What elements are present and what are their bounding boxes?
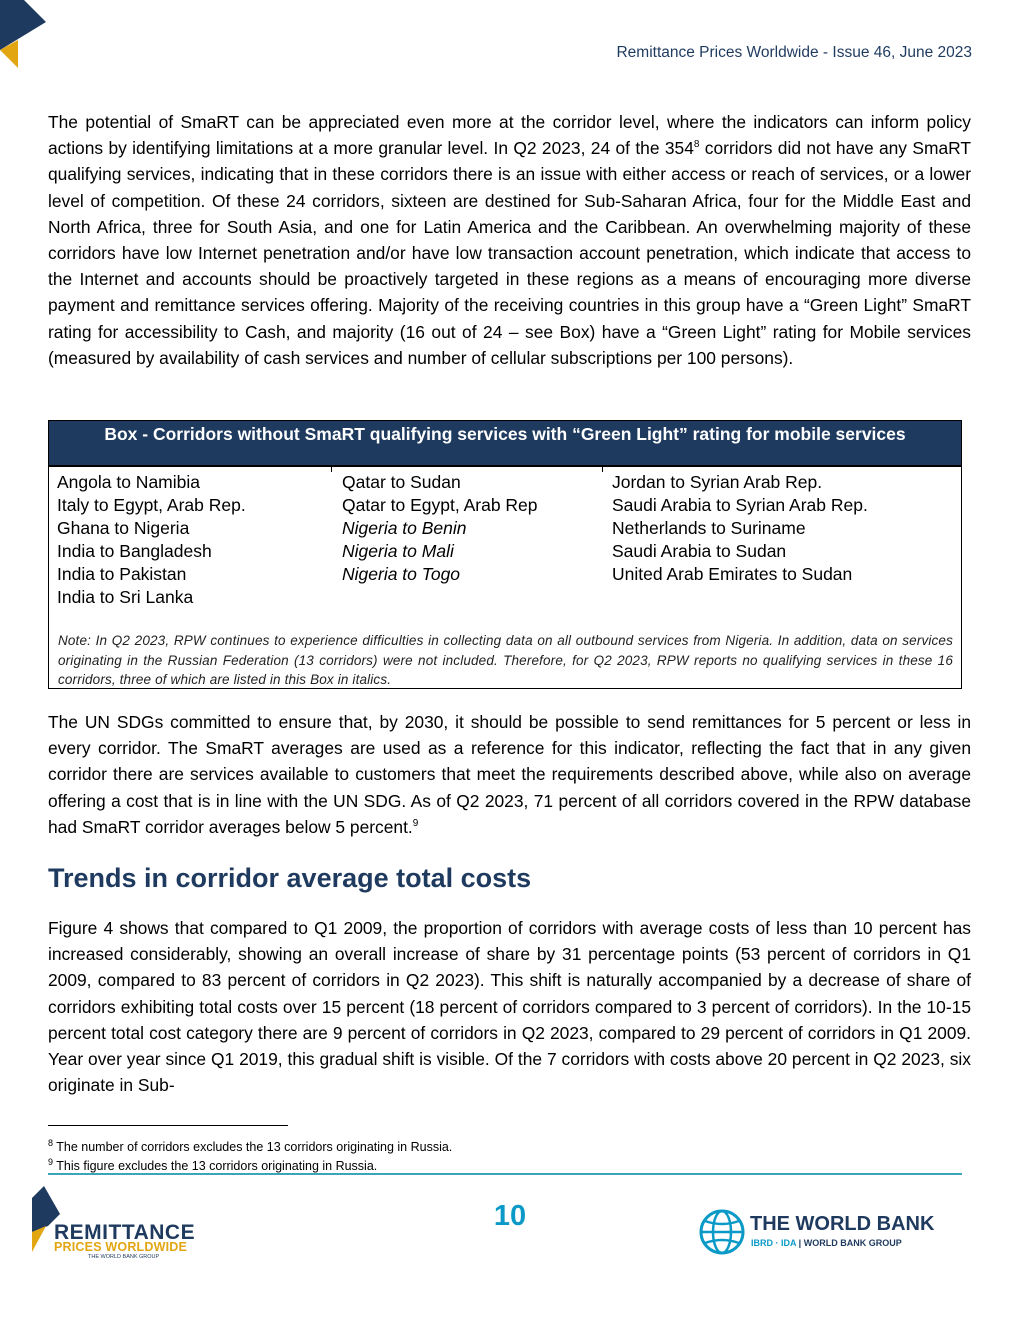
running-header: Remittance Prices Worldwide - Issue 46, June 2023: [616, 44, 972, 61]
paragraph-trends: Figure 4 shows that compared to Q1 2009, the proportion of corridors with average costs of less than 10 percent has increased considerably, showing an overall increase of share by 31 percentage points (53 percent of corridors in Q1 2009, compared to 83 percent of corridors in Q2 2023). This shift is naturally accompanied by a decrease of share of corridors exhibiting total costs over 15 percent (18 percent of corridors compared to 3 percent of corridors). In the 10-15 percent total cost category there are 9 percent of corridors in Q2 2023, compared to 29 percent of corridors in Q1 2009. Year over year since Q1 2019, this gradual shift is visible. Of the 7 corridors with costs above 20 percent in Q2 2023, six originate in Sub-: [48, 918, 971, 1096]
corridor-item-italic: Nigeria to Togo: [342, 564, 461, 584]
corridor-item: Angola to Namibia: [57, 472, 200, 492]
corridor-item: Saudi Arabia to Sudan: [612, 541, 787, 561]
corridor-item-italic: Nigeria to Mali: [342, 541, 454, 561]
globe-icon: [698, 1208, 746, 1256]
corridor-item: United Arab Emirates to Sudan: [612, 564, 853, 584]
footnote-8: $^8$ The number of corridors excludes the 13 corridors originating in Russia.: [48, 1138, 453, 1155]
corridor-item: Saudi Arabia to Syrian Arab Rep.: [612, 495, 868, 515]
corridor-item: Qatar to Sudan: [342, 472, 461, 492]
box-note: Note: In Q2 2023, RPW continues to experience difficulties in collecting data on all outbound services from Nigeria. In addition, data on services originating in the Russian Federation (13 corridors) were not included. Therefore, for Q2 2023, RPW reports no qualifying services in these 16 corridors, three of which are listed in this Box in italics.: [58, 633, 953, 687]
corridor-item: Jordan to Syrian Arab Rep.: [612, 472, 823, 492]
rpw-logo-subtext: PRICES WORLDWIDE: [54, 1240, 188, 1254]
world-bank-logo: [698, 1206, 948, 1262]
footer-divider: [48, 1173, 962, 1175]
paragraph-un-sdg: The UN SDGs committed to ensure that, by 2030, it should be possible to send remittances for 5 percent or less in every corridor. The SmaRT averages are used as a reference for this indicator, reflecting the fact that in any given corridor there are services available to customers that meet the requirements described above, while also on average offering a cost that is in line with the UN SDG. As of Q2 2023, 71 percent of all corridors covered in the RPW database had SmaRT corridor averages below 5 percent.$^9$: [48, 712, 971, 837]
corridor-item: India to Pakistan: [57, 564, 187, 584]
footnote-divider: [48, 1125, 288, 1126]
corridor-item: India to Bangladesh: [57, 541, 212, 561]
corridor-item: Qatar to Egypt, Arab Rep: [342, 495, 538, 515]
box-column-3: [603, 471, 868, 586]
footnote-9: $^9$ This figure excludes the 13 corridors originating in Russia.: [48, 1157, 378, 1174]
corner-decoration: [0, 0, 50, 72]
corridor-item: Netherlands to Suriname: [612, 518, 806, 538]
rpw-logo-tagline: THE WORLD BANK GROUP: [88, 1254, 160, 1260]
footnote-ref-8[interactable]: 8: [693, 139, 700, 151]
box-column-divider: [331, 467, 332, 472]
corridor-item: Italy to Egypt, Arab Rep.: [57, 495, 246, 515]
corridor-item-italic: Nigeria to Benin: [342, 518, 467, 538]
box-column-2: [342, 471, 538, 586]
paragraph-smart-corridors: The potential of SmaRT can be appreciated even more at the corridor level, where the indicators can inform policy actions by identifying limitations at a more granular level. In Q2 2023, 24 of the $354^8$ corridors did not have any SmaRT qualifying services, indicating that in these corridors there is an issue with either access or reach of services, or a lower level of competition. Of these 24 corridors, sixteen are destined for Sub-Saharan Africa, four for the Middle East and North Africa, three for South Asia, and one for Latin America and the Caribbean. An overwhelming majority of these corridors have low Internet penetration and/or have low transaction account penetration, which indicate that access to the Internet and accounts should be proactively targeted in these regions as a means of encouraging more diverse payment and remittance services offering. Majority of the receiving countries in this group have a “Green Light” SmaRT rating for accessibility to Cash, and majority (16 out of 24 – see Box) have a “Green Light” rating for Mobile services (measured by availability of cash services and number of cellular subscriptions per 100 persons).: [48, 112, 971, 368]
world-bank-title: THE WORLD BANK: [750, 1213, 935, 1235]
corridor-item: India to Sri Lanka: [57, 587, 194, 607]
page-number: 10: [493, 1200, 527, 1232]
corridor-item: Ghana to Nigeria: [57, 518, 190, 538]
rpw-logo: [30, 1186, 200, 1266]
corridor-box: [48, 420, 962, 689]
box-title: Box - Corridors without SmaRT qualifying services with “Green Light” rating for mobile services: [49, 421, 961, 467]
rpw-logo-text: REMITTANCE: [54, 1221, 196, 1244]
box-column-1: [57, 471, 246, 609]
world-bank-subtitle: IBRD · IDA | WORLD BANK GROUP: [751, 1238, 902, 1248]
section-heading: Trends in corridor average total costs: [48, 863, 532, 893]
footnote-ref-9[interactable]: 9: [412, 818, 419, 830]
